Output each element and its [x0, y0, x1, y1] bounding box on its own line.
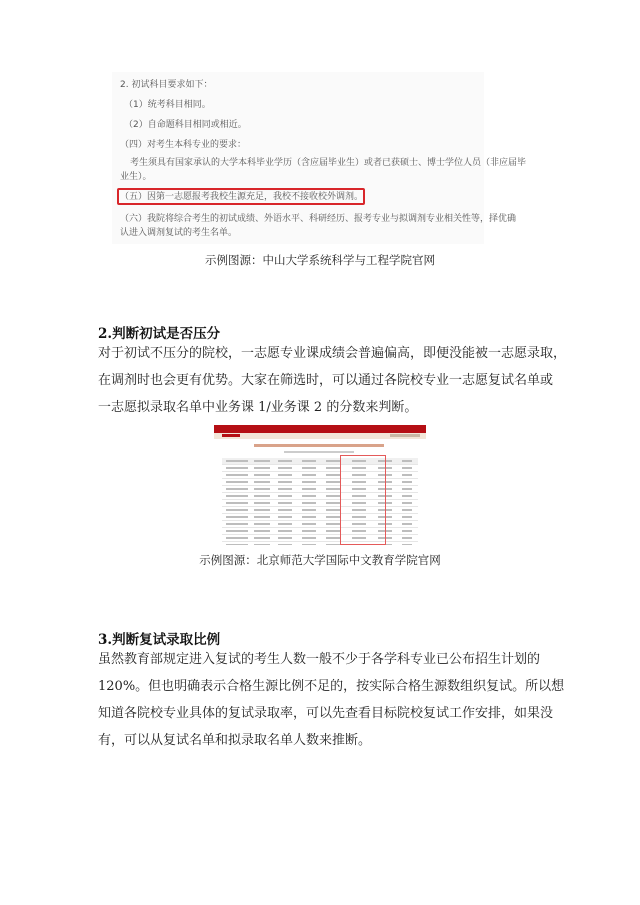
req-line-7: （五）因第一志愿报考我校生源充足，我校不接收校外调剂。: [120, 192, 364, 202]
table-row: [222, 465, 418, 472]
section-2-line: 一志愿拟录取名单中业务课 1/业务课 2 的分数来判断。: [98, 400, 418, 415]
table-cell: [254, 467, 270, 469]
table-cell: [402, 537, 412, 539]
table-cell: [278, 509, 292, 511]
table-cell: [302, 488, 316, 490]
table-cell: [278, 516, 292, 518]
table-cell: [326, 516, 340, 518]
score-table-screenshot: [214, 425, 426, 545]
table-cell: [254, 523, 270, 525]
table-cell: [226, 481, 248, 483]
table-cell: [302, 509, 316, 511]
table-row: [222, 472, 418, 479]
table-row: [222, 486, 418, 493]
table-row: [222, 528, 418, 535]
table-cell: [254, 460, 270, 462]
site-logo: [222, 434, 240, 437]
table-cell: [278, 467, 292, 469]
section-3-paragraph: [98, 646, 565, 754]
table-cell: [326, 530, 340, 532]
table-cell: [302, 502, 316, 504]
table-row: [222, 479, 418, 486]
table-cell: [326, 544, 340, 545]
table-cell: [402, 481, 412, 483]
req-line-6: 业生）。: [120, 172, 152, 182]
section-3-line: 知道各院校专业具体的复试录取率，可以先查看目标院校复试工作安排，如果没: [98, 706, 554, 721]
table-cell: [254, 537, 270, 539]
table-row: [222, 542, 418, 545]
table-cell: [254, 495, 270, 497]
table-cell: [278, 502, 292, 504]
table-row: [222, 500, 418, 507]
table-cell: [278, 460, 292, 462]
table-cell: [402, 474, 412, 476]
table-cell: [254, 509, 270, 511]
table-cell: [278, 523, 292, 525]
table-cell: [302, 544, 316, 545]
table-cell: [402, 467, 412, 469]
table-cell: [402, 509, 412, 511]
table-cell: [302, 537, 316, 539]
table-cell: [254, 502, 270, 504]
table-cell: [326, 523, 340, 525]
table-cell: [226, 460, 248, 462]
table-row: [222, 535, 418, 542]
table-row: [222, 514, 418, 521]
table-cell: [302, 467, 316, 469]
table-row: [222, 493, 418, 500]
table-cell: [278, 495, 292, 497]
req-line-1: 2. 初试科目要求如下：: [120, 80, 213, 90]
score-highlight-box: [340, 455, 386, 545]
table-cell: [226, 544, 248, 545]
requirements-screenshot: [112, 72, 527, 244]
caption-2: 示例图源：北京师范大学国际中文教育学院官网: [199, 553, 441, 567]
table-cell: [254, 481, 270, 483]
caption-1: 示例图源：中山大学系统科学与工程学院官网: [205, 253, 435, 267]
section-3-line: 虽然教育部规定进入复试的考生人数一般不少于各学科专业已公布招生计划的: [98, 652, 541, 667]
table-cell: [326, 509, 340, 511]
table-cell: [302, 516, 316, 518]
table-cell: [226, 509, 248, 511]
table-cell: [254, 488, 270, 490]
table-title: [254, 444, 384, 447]
table-cell: [402, 488, 412, 490]
section-3-heading: 3.判断复试录取比例: [98, 632, 221, 648]
score-table: [222, 458, 418, 545]
table-cell: [402, 523, 412, 525]
table-cell: [226, 474, 248, 476]
table-header-row: [222, 458, 418, 465]
table-cell: [302, 460, 316, 462]
table-cell: [278, 544, 292, 545]
table-cell: [402, 495, 412, 497]
table-cell: [326, 481, 340, 483]
table-cell: [402, 530, 412, 532]
req-line-2: （1）统考科目相同。: [124, 100, 211, 110]
table-cell: [226, 516, 248, 518]
table-cell: [326, 467, 340, 469]
table-cell: [278, 530, 292, 532]
table-cell: [226, 467, 248, 469]
table-cell: [226, 495, 248, 497]
table-cell: [326, 488, 340, 490]
req-line-8: （六）我院将综合考生的初试成绩、外语水平、科研经历、报考专业与拟调剂专业相关性等，择优确: [120, 214, 517, 224]
table-subtitle: [284, 451, 354, 453]
table-cell: [254, 530, 270, 532]
table-cell: [278, 537, 292, 539]
table-cell: [402, 502, 412, 504]
table-cell: [326, 460, 340, 462]
table-cell: [302, 474, 316, 476]
req-line-5: 考生须具有国家承认的大学本科毕业学历（含应届毕业生）或者已获硕士、博士学位人员（非应届毕: [130, 158, 527, 168]
req-line-9: 认进入调剂复试的考生名单。: [120, 228, 238, 238]
section-2-paragraph: [98, 340, 567, 421]
table-cell: [326, 474, 340, 476]
req-line-4: （四）对考生本科专业的要求：: [120, 140, 247, 150]
table-cell: [326, 537, 340, 539]
table-cell: [226, 530, 248, 532]
req-line-3: （2）自命题科目相同或相近。: [124, 120, 247, 130]
table-cell: [226, 502, 248, 504]
table-cell: [302, 523, 316, 525]
table-cell: [326, 495, 340, 497]
section-2-line: 在调剂时也会更有优势。大家在筛选时，可以通过各院校专业一志愿复试名单或: [98, 373, 554, 388]
table-cell: [226, 537, 248, 539]
site-nav-links: [390, 434, 420, 437]
table-cell: [226, 488, 248, 490]
section-2-heading: 2.判断初试是否压分: [98, 326, 221, 342]
table-cell: [302, 495, 316, 497]
table-cell: [278, 488, 292, 490]
table-row: [222, 521, 418, 528]
table-cell: [302, 530, 316, 532]
table-cell: [302, 481, 316, 483]
table-cell: [278, 474, 292, 476]
table-cell: [254, 544, 270, 545]
table-cell: [278, 481, 292, 483]
table-cell: [402, 516, 412, 518]
section-2-line: 对于初试不压分的院校，一志愿专业课成绩会普遍偏高，即便没能被一志愿录取，: [98, 346, 567, 361]
table-cell: [326, 502, 340, 504]
section-3-line: 120%。但也明确表示合格生源比例不足的，按实际合格生源数组织复试。所以想: [98, 679, 565, 694]
table-row: [222, 507, 418, 514]
table-cell: [254, 516, 270, 518]
table-cell: [402, 544, 412, 545]
table-cell: [402, 460, 412, 462]
table-cell: [254, 474, 270, 476]
table-cell: [226, 523, 248, 525]
section-3-line: 有，可以从复试名单和拟录取名单人数来推断。: [98, 733, 372, 748]
